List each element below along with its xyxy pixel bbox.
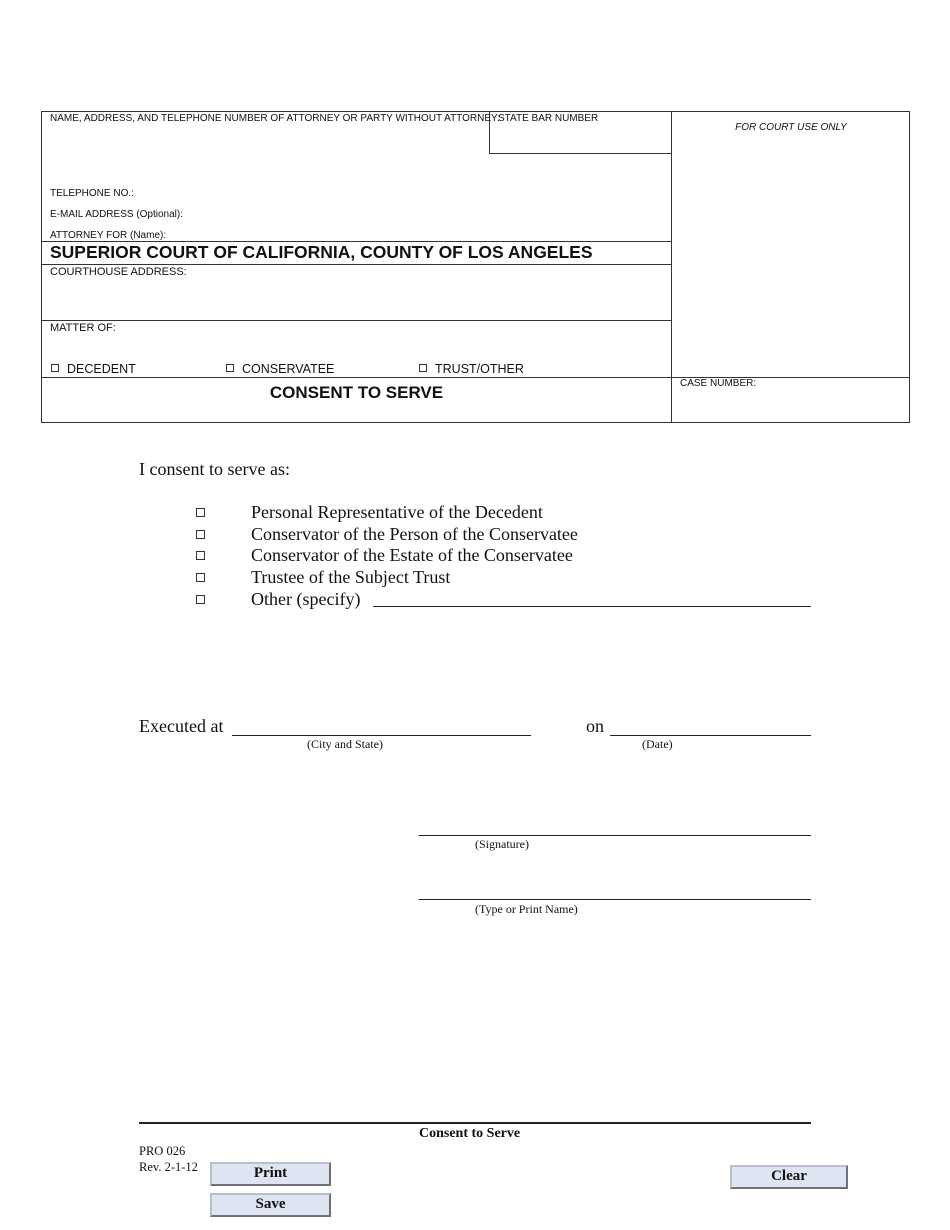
- other-specify-field[interactable]: [373, 606, 811, 607]
- courthouse-address-label: COURTHOUSE ADDRESS:: [50, 266, 187, 278]
- conservator-estate-checkbox[interactable]: [196, 551, 205, 560]
- matter-option-decedent[interactable]: [51, 362, 136, 376]
- telephone-label: TELEPHONE NO.:: [50, 188, 134, 199]
- email-label: E-MAIL ADDRESS (Optional):: [50, 209, 184, 220]
- court-name-bottom-line: [42, 264, 672, 265]
- other-label: Other (specify): [251, 589, 361, 609]
- print-button[interactable]: Print: [210, 1162, 331, 1186]
- footer-rule: [139, 1122, 811, 1124]
- title-row-top-line: [42, 377, 910, 378]
- print-name-field[interactable]: [419, 899, 811, 900]
- caption-box: [41, 111, 910, 423]
- conservatee-checkbox[interactable]: [226, 364, 234, 372]
- date-caption: (Date): [642, 737, 673, 751]
- decedent-label: DECEDENT: [67, 362, 136, 376]
- executed-at-label: Executed at: [139, 716, 224, 736]
- state-bar-label: STATE BAR NUMBER: [498, 113, 599, 124]
- form-title: CONSENT TO SERVE: [269, 383, 444, 402]
- trust-other-label: TRUST/OTHER: [435, 362, 524, 376]
- other-checkbox[interactable]: [196, 595, 205, 604]
- save-button[interactable]: Save: [210, 1193, 331, 1217]
- matter-option-conservatee[interactable]: [226, 362, 334, 376]
- conservator-person-checkbox[interactable]: [196, 530, 205, 539]
- attorney-for-label: ATTORNEY FOR (Name):: [50, 230, 167, 241]
- conservatee-label: CONSERVATEE: [242, 362, 335, 376]
- trustee-label: Trustee of the Subject Trust: [251, 567, 451, 587]
- attorney-label: NAME, ADDRESS, AND TELEPHONE NUMBER OF ATTORNEY OR PARTY WITHOUT ATTORNEY:: [50, 113, 500, 124]
- right-column-divider: [671, 112, 672, 422]
- date-field[interactable]: [610, 735, 811, 736]
- decedent-checkbox[interactable]: [51, 364, 59, 372]
- court-name: SUPERIOR COURT OF CALIFORNIA, COUNTY OF LOS ANGELES: [50, 242, 593, 262]
- case-number-label: CASE NUMBER:: [680, 378, 757, 389]
- conservator-estate-label: Conservator of the Estate of the Conservatee: [251, 545, 573, 565]
- courthouse-bottom-line: [42, 320, 672, 321]
- consent-intro: I consent to serve as:: [139, 459, 290, 479]
- trustee-checkbox[interactable]: [196, 573, 205, 582]
- form-revision: Rev. 2-1-12: [139, 1160, 198, 1174]
- signature-field[interactable]: [419, 835, 811, 836]
- on-label: on: [586, 716, 604, 736]
- personal-representative-label: Personal Representative of the Decedent: [251, 502, 543, 522]
- state-bar-bottom-line: [489, 153, 672, 154]
- signature-caption: (Signature): [475, 837, 529, 851]
- matter-of-label: MATTER OF:: [50, 322, 116, 334]
- footer-title: Consent to Serve: [419, 1126, 521, 1141]
- conservator-person-label: Conservator of the Person of the Conservatee: [251, 524, 578, 544]
- clear-button[interactable]: Clear: [730, 1165, 848, 1189]
- form-number: PRO 026: [139, 1144, 186, 1158]
- court-use-label: FOR COURT USE ONLY: [735, 122, 847, 133]
- matter-option-trust-other[interactable]: [419, 362, 524, 376]
- print-name-caption: (Type or Print Name): [475, 902, 578, 916]
- city-state-caption: (City and State): [307, 737, 383, 751]
- city-state-field[interactable]: [232, 735, 531, 736]
- trust-other-checkbox[interactable]: [419, 364, 427, 372]
- personal-representative-checkbox[interactable]: [196, 508, 205, 517]
